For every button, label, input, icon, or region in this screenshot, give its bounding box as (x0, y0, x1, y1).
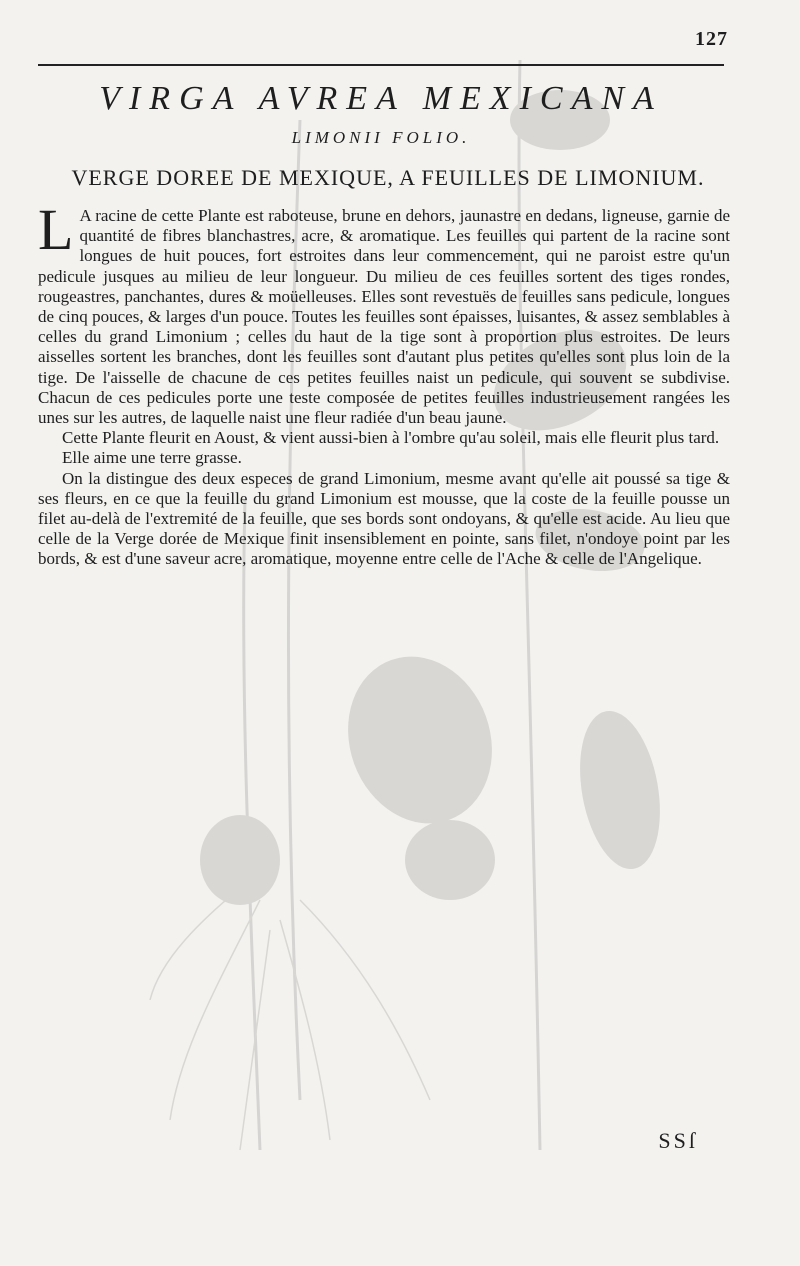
body-text (38, 197, 730, 570)
paragraph-4: On la distingue des deux especes de grand Limonium, mesme avant qu'elle ait poussé sa tige & ses fleurs, en ce que la feuille du grand Limonium est mousse, que la coste de la feuille pousse un filet au-delà de l'extremité de la feuille, que ses bords sont ondoyans, & qu'elle est acide. Au lieu que celle de la Verge dorée de Mexique finit insensiblement en pointe, sans filet, n'ondoye point par les bords, & est d'une saveur acre, aromatique, moyenne entre celle de l'Ache & celle de l'Angelique. (38, 468, 730, 569)
header-rule (38, 64, 724, 66)
latin-subtitle: LIMONII FOLIO. (291, 128, 471, 147)
signature-mark: SSſ (658, 1128, 698, 1153)
paragraph-2: Cette Plante fleurit en Aoust, & vient aussi-bien à l'ombre qu'au soleil, mais elle fleurit plus tard. (62, 428, 720, 448)
paragraph-3: Elle aime une terre grasse. (62, 448, 242, 468)
page-number: 127 (695, 28, 728, 50)
drop-cap: L (38, 197, 74, 262)
french-heading: VERGE DOREE DE MEXIQUE, A FEUILLES DE LIMONIUM. (71, 165, 705, 190)
paragraph-1 (38, 197, 730, 428)
paragraph-1-text: A racine de cette Plante est raboteuse, brune en dehors, jaunastre en dedans, ligneuse, garnie de quantité de fibres blanchastres, acre, & aromatique. Les feuilles qui partent de la racine sont longues de huit pouces, fort estroites dans leur commencement, qui ne paroist estre qu'un pedicule jusques au milieu de leur longueur. Du milieu de ces feuilles sortent des tiges rondes, rougeastres, panchantes, dures & moüelleuses. Elles sont revestuës de feuilles sans pedicule, longues de cinq pouces, & larges d'un pouce. Toutes les feuilles sont épaisses, luisantes, & assez semblables à celles du grand Limonium ; celles du haut de la tige sont à proportion plus estroites. De leurs aisselles sortent les branches, dont les feuilles sont d'autant plus petites qu'elles sont plus loin de la tige. De l'aisselle de chacune de ces petites feuilles naist un pedicule, qui souvent se subdivise. Chacun de ces pedicules porte une teste composée de petites feuilles industrieusement rangées les unes sur les autres, de laquelle naist une fleur radiée d'un beau jaune. (38, 206, 730, 428)
latin-title: VIRGA AVREA MEXICANA (99, 80, 663, 117)
